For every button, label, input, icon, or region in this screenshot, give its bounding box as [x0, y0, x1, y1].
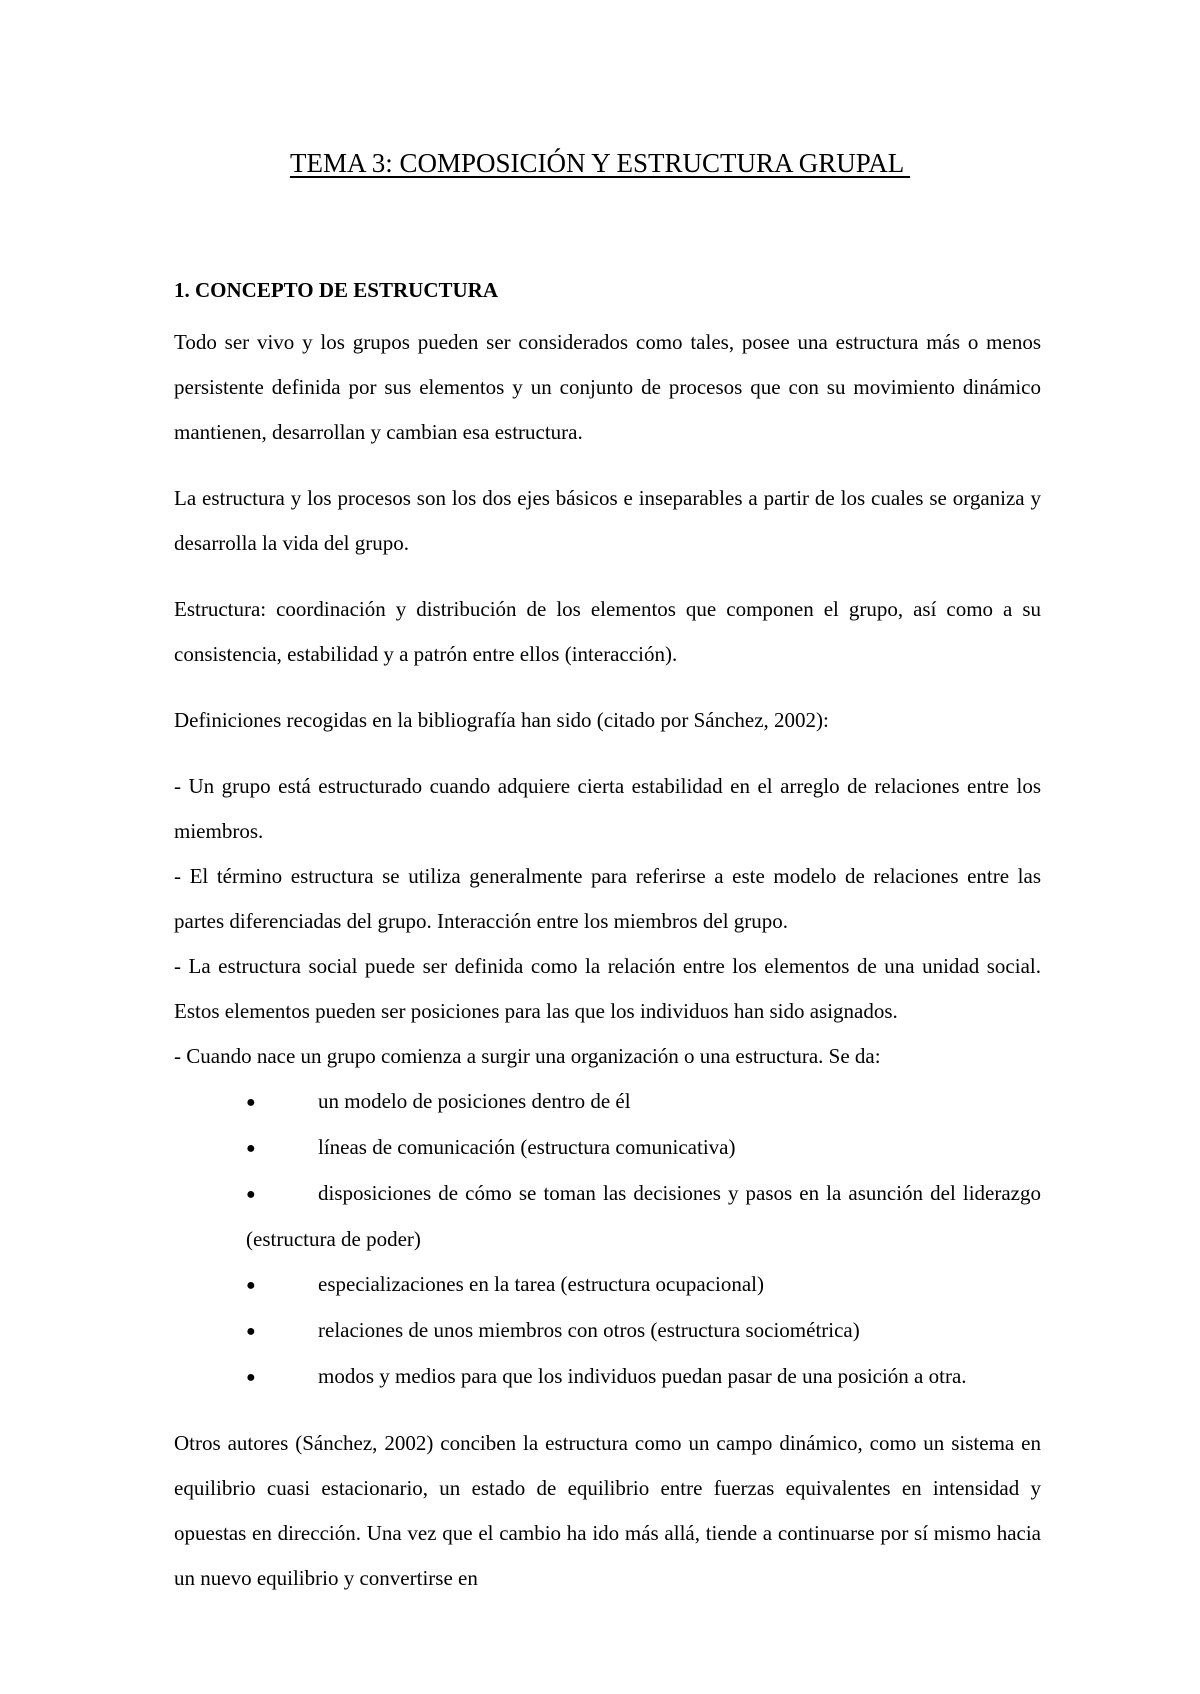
bullet-icon: ●: [246, 1140, 256, 1157]
bullet-text: relaciones de unos miembros con otros (estructura sociométrica): [318, 1318, 860, 1342]
definition-item: - Cuando nace un grupo comienza a surgir una organización o una estructura. Se da:: [174, 1044, 881, 1068]
definition-item: - Un grupo está estructurado cuando adquiere cierta estabilidad en el arreglo de relaciones entre los miembros.: [174, 774, 1041, 843]
bullet-list: [174, 1079, 1041, 1400]
bullet-icon: ●: [246, 1186, 256, 1203]
definition-item: - El término estructura se utiliza generalmente para referirse a este modelo de relaciones entre las partes diferenciadas del grupo. Interacción entre los miembros del grupo.: [174, 864, 1041, 933]
bullet-item: [174, 1171, 1041, 1262]
bullet-icon: ●: [246, 1277, 256, 1294]
bullet-text: modos y medios para que los individuos puedan pasar de una posición a otra.: [318, 1364, 967, 1388]
document-body: [174, 277, 1041, 1622]
paragraph: Definiciones recogidas en la bibliografía han sido (citado por Sánchez, 2002):: [174, 708, 829, 732]
paragraph: Todo ser vivo y los grupos pueden ser considerados como tales, posee una estructura más o menos persistente definida por sus elementos y un conjunto de procesos que con su movimiento dinámico mantienen, desarrollan y cambian esa estructura.: [174, 330, 1041, 444]
paragraph: La estructura y los procesos son los dos ejes básicos e inseparables a partir de los cuales se organiza y desarrolla la vida del grupo.: [174, 486, 1041, 555]
paragraph: Estructura: coordinación y distribución de los elementos que componen el grupo, así como a su consistencia, estabilidad y a patrón entre ellos (interacción).: [174, 597, 1041, 666]
bullet-icon: ●: [246, 1094, 256, 1111]
bullet-text: especializaciones en la tarea (estructura ocupacional): [318, 1272, 764, 1296]
bullet-text: un modelo de posiciones dentro de él: [318, 1089, 631, 1113]
bullet-item: [174, 1308, 1041, 1354]
bullet-text: disposiciones de cómo se toman las decisiones y pasos en la asunción del liderazgo (estructura de poder): [246, 1181, 1041, 1251]
definitions-list: [174, 764, 1041, 1079]
definition-item: - La estructura social puede ser definida como la relación entre los elementos de una unidad social. Estos elementos pueden ser posiciones para las que los individuos han sido asignados.: [174, 954, 1041, 1023]
bullet-item: [174, 1125, 1041, 1171]
document-title-text: TEMA 3: COMPOSICIÓN Y ESTRUCTURA GRUPAL: [289, 148, 911, 178]
bullet-icon: ●: [246, 1323, 256, 1340]
closing-paragraph: Otros autores (Sánchez, 2002) conciben la estructura como un campo dinámico, como un sistema en equilibrio cuasi estacionario, un estado de equilibrio entre fuerzas equivalentes en intensidad y opuestas en dirección. Una vez que el cambio ha ido más allá, tiende a continuarse por sí mismo hacia un nuevo equilibrio y convertirse en: [174, 1431, 1041, 1590]
bullet-item: [174, 1262, 1041, 1308]
bullet-text: líneas de comunicación (estructura comunicativa): [318, 1135, 736, 1159]
document-title: [0, 146, 1200, 180]
bullet-item: [174, 1079, 1041, 1125]
section-heading: 1. CONCEPTO DE ESTRUCTURA: [174, 278, 498, 302]
bullet-item: [174, 1354, 1041, 1400]
bullet-icon: ●: [246, 1369, 256, 1386]
